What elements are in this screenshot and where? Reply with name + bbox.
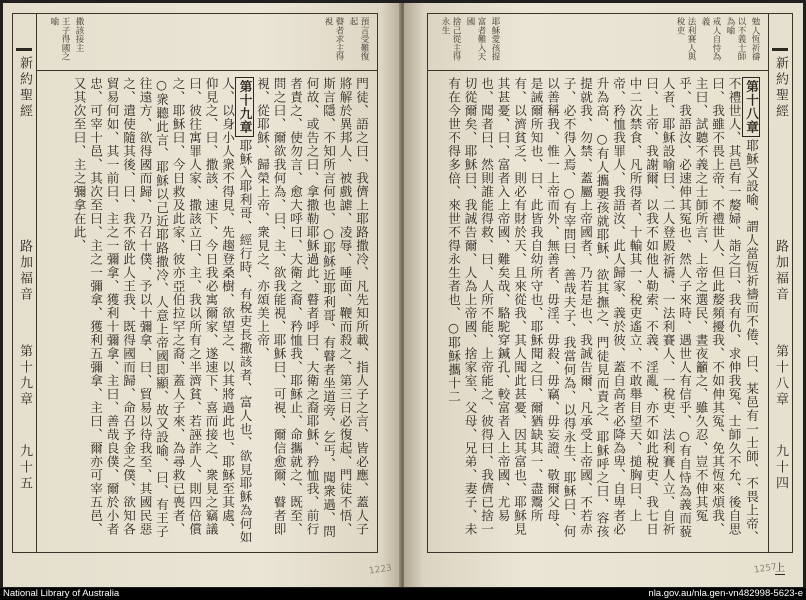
- header-book-title: 新約聖經: [17, 56, 32, 120]
- header-page-number: 九十四: [773, 444, 788, 492]
- header-chapter: 第十八章: [773, 344, 788, 408]
- left-page-header-column: [13, 14, 37, 552]
- right-page: [404, 3, 803, 587]
- pencil-annotation: 1223: [368, 563, 393, 577]
- paragraph-luke-19: [70, 77, 254, 546]
- margin-notes-group: [671, 17, 760, 67]
- header-gospel-title: 路加福音: [17, 239, 32, 303]
- header-page-number: 九十五: [17, 444, 32, 492]
- margin-note: 捨己從主得永生: [440, 17, 461, 61]
- margin-note: 富者難入天國: [465, 17, 486, 61]
- right-page-margin-notes-band: [428, 14, 768, 71]
- chapter-marker: 第十八章: [742, 77, 761, 137]
- chapter-marker: 第十九章: [235, 77, 254, 137]
- margin-note: 耶穌愛孩提: [490, 17, 500, 61]
- left-page-frame: [12, 13, 378, 553]
- margin-note: 王子得國之喻: [49, 17, 70, 61]
- header-ornament-bar: [16, 48, 32, 51]
- margin-notes-group: [45, 17, 84, 67]
- margin-note: 以不義士師為喻: [725, 17, 746, 61]
- header-ornament-bar: [772, 48, 788, 51]
- right-page-body-text: [428, 71, 768, 552]
- margin-notes-group: [319, 17, 369, 67]
- right-page-header-column: [768, 14, 792, 552]
- paragraph-luke-18-end: [254, 77, 370, 546]
- header-gospel-title: 路加福音: [773, 239, 788, 303]
- library-footer-bar: [0, 588, 806, 600]
- right-page-frame: [427, 13, 793, 553]
- margin-notes-group: [436, 17, 500, 67]
- volume-mark: 上: [775, 559, 785, 575]
- margin-note: 瞽者求主得視: [323, 17, 344, 61]
- margin-note: 勉人恆祈禱: [750, 17, 760, 61]
- header-book-title: 新約聖經: [773, 56, 788, 120]
- header-chapter: 第十九章: [17, 344, 32, 408]
- margin-note: 戒人自恃為義: [700, 17, 721, 61]
- pencil-annotation: 1257: [753, 562, 778, 576]
- body-text: 耶穌又設喻、謂人當恆祈禱而不倦、曰、某邑有一士師、不畏上帝、不禮世人、其邑有一嫠婦、詣之曰、我有仇、求伸我冤、士師久不允、後自思曰、我雖不畏上帝、不禮世人、但此嫠頻擾我、不如伸其冤、免其恆來煩我、主曰、試聽不義之士師所言、上帝之選民、晝夜籲之、雖久忍、豈不伸其冤乎、我語汝、必速伸其冤也、然人子來時、遇世人有信乎、○有自恃為義而藐人者、耶穌設喻曰、二人登殿祈禱、一法利賽人、一稅吏、法利賽人立、自祈曰、上帝、我謝爾、以我不如他人勒索、不義、淫亂、亦不如此稅吏、我七日中二次禁食、凡所得者、十輸其一、稅吏遙立、不敢舉目望天、搥胸曰、上帝、矜恤我罪人、我語汝、此人歸家、義於彼、蓋自高者必降為卑、自卑者必升為高、○有人攜嬰孩就耶穌、欲其撫之、門徒見而責之、耶穌呼之曰、容孩提就我、勿禁、蓋屬上帝國者、乃若是也、我誠告爾、凡承受上帝國、不若赤子、必不得入焉、○有宰問曰、善哉夫子、我當何為、以得永生、耶穌曰、何以善稱我、惟一上帝而外、無善者、毋淫、毋殺、毋竊、毋妄證、敬爾父母、是誡爾所知也、曰、此皆我自幼所守也、耶穌聞之曰、爾猶缺其一、盡鬻所有、以濟貧乏、則必有財於天、且來從我、其人聞此甚憂、因其富也、耶穌見其甚憂、曰、富者入上帝國、難矣哉、駱駝穿鍼孔、較富者入上帝國、尤易也、聞者曰、然則誰能得救、曰、人所不能、上帝能之、彼得曰、我儕已捨一切從爾矣、耶穌曰、我誠告爾、人為上帝國、捨家室、父母、兄弟、妻子、未有在今世不得多倍、來世不得永生者也、○耶穌攜十二: [446, 77, 759, 544]
- body-text: 門徒、語之曰、我儕上耶路撒冷、凡先知所載、指人子之言、皆必應、蓋人子將解於異邦人、被戲謔、凌辱、唾面、鞭而殺之、第三日必復起、門徒不悟、斯言隱、不知所言何也、○耶穌近耶利哥、有瞽者坐道旁、乞丐、聞衆過、問何故、或告之曰、拿撒勒耶穌過此、瞽者呼曰、大衛之裔耶穌、矜恤我、前行者責之、使勿言、愈大呼曰、大衛之裔、矜恤我、耶穌止、命攜就之、既至、問之曰、爾欲我何為、曰、主、欲我能視、耶穌曰、可視、爾信愈爾、瞽者即視、從耶穌、歸榮上帝、衆見之、亦頌美上帝、: [255, 77, 369, 539]
- margin-note: 撒該接主: [74, 17, 84, 53]
- margin-note: 法利賽人與稅吏: [675, 17, 696, 61]
- left-page-margin-notes-band: [37, 14, 377, 71]
- left-page: [3, 3, 401, 587]
- paragraph-luke-18: [445, 77, 761, 546]
- source-url: nla.gov.au/nla.gen-vn482998-5623-e: [648, 588, 803, 599]
- left-page-body-text: [37, 71, 377, 552]
- margin-note: 預言受難復起: [348, 17, 369, 61]
- institution-name: National Library of Australia: [3, 588, 120, 599]
- body-text: 耶穌入耶利哥、經行時、有稅吏長撒該者、富人也、欲見耶穌為何如人、以身小人衆不得見、先趨登桑樹、欲望之、以其將過此也、耶穌至其處、仰見之、曰、撒該、速下、今日我必寓爾家、遂速下、喜而接之、衆見之竊議曰、彼往寓罪人家、撒該立曰、主、我以所有之半濟貧、若誣詐人、則四倍償之、耶穌曰、今日救及此家、彼亦亞伯拉罕之裔、蓋人子來、為尋救已喪者、○衆聽此言、耶穌以己近耶路撒冷、人意上帝國即顯、故又設喻、曰、有王子往遠方、欲得國而歸、乃召十僕、予以十彌拿、曰、貿易以待我至、其國民惡之、遣使隨其後、曰、我不欲此人王我、既得國而歸、命召予金之僕、欲知各貿易何如、其一前曰、主之一彌拿、獲利十彌拿、主曰、善哉良僕、爾於小者忠、可宰十邑、其次至曰、主之一彌拿、獲利五彌拿、主曰、爾亦可宰五邑、又其次至曰、主之彌拿在此、: [71, 77, 253, 544]
